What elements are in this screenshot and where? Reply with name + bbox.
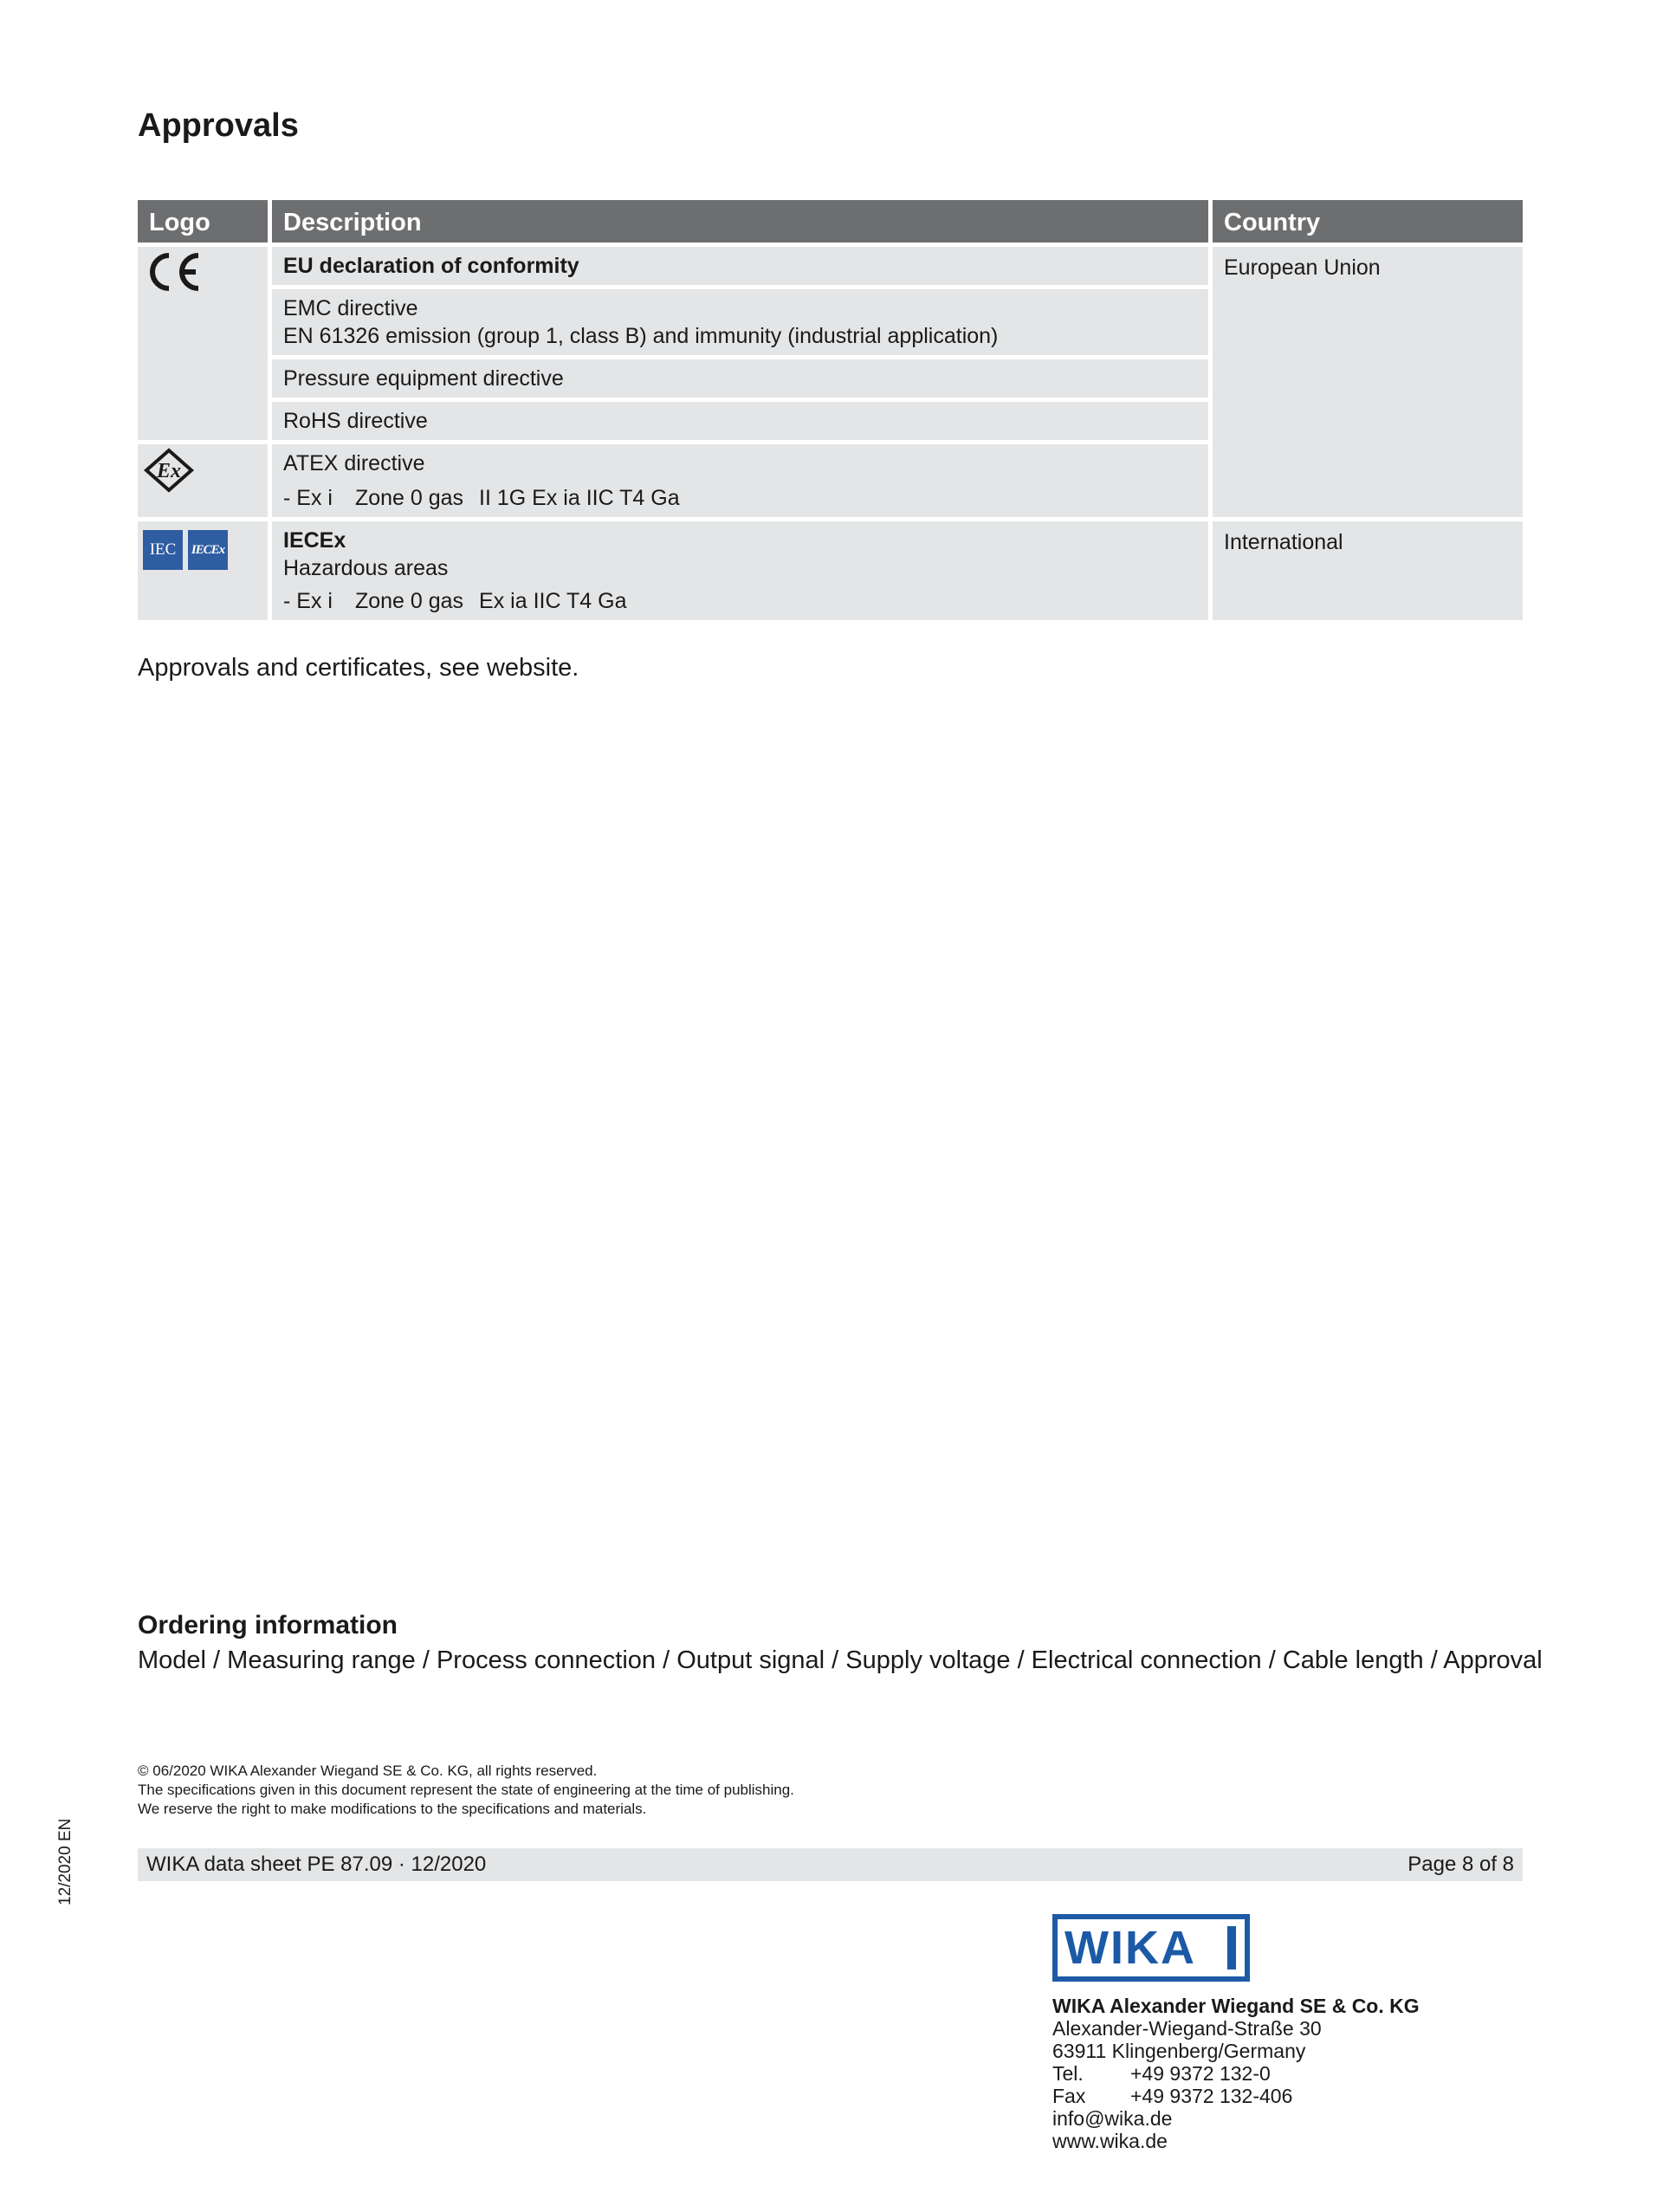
iecex-logo-icon: IECEx — [188, 530, 228, 570]
company-name: WIKA Alexander Wiegand SE & Co. KG — [1052, 1995, 1420, 2017]
copyright-notice: © 06/2020 WIKA Alexander Wiegand SE & Co. KG, all rights reserved. The specifications given in this document represent the state of engineering at the time of publishing. We reserve the right to make modifications to the specifications and materials. — [138, 1762, 794, 1817]
header-description: Description — [268, 200, 1208, 243]
iecex-protection: - Ex i — [283, 589, 333, 613]
street: Alexander-Wiegand-Straße 30 — [1052, 2017, 1322, 2040]
eu-declaration: EU declaration of conformity — [268, 243, 1208, 285]
ordering-text: Model / Measuring range / Process connection / Output signal / Supply voltage / Electrical connection / Cable length / Approval — [138, 1646, 1543, 1674]
datasheet-id: WIKA data sheet PE 87.09 · 12/2020 — [146, 1853, 487, 1876]
atex-protection: - Ex i — [283, 486, 333, 510]
side-date: 12/2020 EN — [56, 1818, 74, 1905]
wika-logo-text: WIKA — [1064, 1922, 1196, 1974]
email-link[interactable]: info@wika.de — [1052, 2107, 1173, 2130]
fax-line: Fax +49 9372 132-406 — [1052, 2085, 1293, 2107]
tel-number: +49 9372 132-0 — [1130, 2062, 1271, 2085]
footer-bar — [138, 1848, 1523, 1881]
tel-line: Tel. +49 9372 132-0 — [1052, 2062, 1271, 2085]
fax-number: +49 9372 132-406 — [1130, 2085, 1293, 2107]
wika-logo — [1052, 1914, 1250, 1982]
iecex-zone: Zone 0 gas — [354, 589, 464, 613]
atex-zone: Zone 0 gas — [354, 486, 464, 510]
table-header-row — [138, 200, 1523, 243]
approvals-note: Approvals and certificates, see website. — [138, 654, 579, 682]
iec-logo-icon: IEC — [143, 530, 183, 570]
country-eu: European Union — [1208, 243, 1523, 517]
country-international: International — [1208, 517, 1523, 620]
rohs-directive: RoHS directive — [268, 398, 1208, 440]
company-address — [1052, 1995, 1420, 2152]
header-country: Country — [1208, 200, 1523, 243]
emc-directive: EMC directive EN 61326 emission (group 1, class B) and immunity (industrial application) — [268, 285, 1208, 355]
wika-logo-bar — [1227, 1926, 1236, 1969]
iecex-logo-cell — [138, 517, 268, 620]
ordering-section — [138, 1608, 1541, 1678]
atex-directive: ATEX directive - Ex i Zone 0 gas II 1G Ex ia IIC T4 Ga — [268, 440, 1208, 517]
ce-mark-icon — [143, 250, 204, 294]
atex-logo-cell — [138, 440, 268, 517]
table-row — [138, 243, 1523, 285]
ex-hexagon-icon — [143, 448, 195, 493]
iecex-marking: Ex ia IIC T4 Ga — [479, 589, 627, 613]
header-logo: Logo — [138, 200, 268, 243]
table-row — [138, 517, 1523, 620]
iecex-description: IECEx Hazardous areas - Ex i Zone 0 gas Ex ia IIC T4 Ga — [268, 517, 1208, 620]
iecex-logo — [143, 530, 228, 570]
page-heading: Approvals — [138, 107, 299, 144]
ordering-title: Ordering information — [138, 1611, 398, 1640]
pressure-directive: Pressure equipment directive — [268, 355, 1208, 398]
city: 63911 Klingenberg/Germany — [1052, 2040, 1306, 2062]
approvals-table — [138, 200, 1523, 620]
svg-text:Ex: Ex — [156, 460, 182, 482]
website-link[interactable]: www.wika.de — [1052, 2130, 1168, 2152]
ce-logo-cell — [138, 243, 268, 440]
atex-marking: II 1G Ex ia IIC T4 Ga — [479, 486, 680, 510]
page-number: Page 8 of 8 — [1407, 1853, 1514, 1876]
